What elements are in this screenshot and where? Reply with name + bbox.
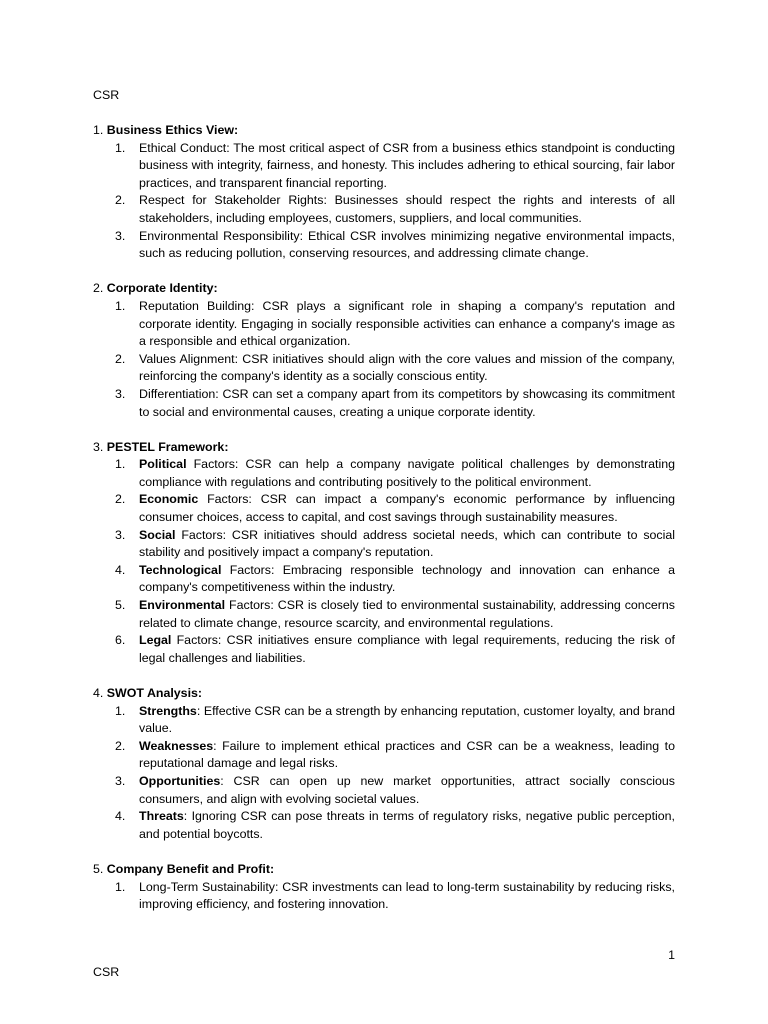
list-item-number: 2. [115, 738, 126, 753]
list-item-text: Factors: CSR is closely tied to environmental sustainability, addressing concerns related to climate change, resource scarcity, and environmental regulations. [139, 598, 675, 630]
list-item-text: : CSR can open up new market opportunities, attract socially conscious consumers, and align with evolving societal values. [139, 773, 675, 806]
list-item-text: Factors: CSR can impact a company's economic performance by influencing consumer choices, access to capital, and cost savings through sustainability measures. [139, 492, 675, 525]
list-item-lead: Technological [139, 562, 222, 577]
section-list [93, 703, 675, 844]
section-heading [93, 861, 675, 879]
list-item [93, 562, 675, 597]
list-item-lead: Economic [139, 492, 199, 507]
list-item [93, 386, 675, 421]
list-item [93, 632, 675, 667]
list-item-lead: Social [139, 527, 176, 542]
list-item-number: 6. [115, 633, 126, 648]
list-item-number: 3. [115, 228, 126, 243]
list-item [93, 597, 675, 632]
list-item-number: 1. [115, 703, 126, 718]
list-item-lead: Opportunities [139, 773, 221, 788]
list-item-text: Ethical Conduct: The most critical aspect of CSR from a business ethics standpoint is conducting business with integrity, fairness, and honesty. This includes adhering to ethical sourcing, fair labor practices, and transparent financial reporting. [139, 140, 675, 190]
list-item [93, 192, 675, 227]
list-item-text: Reputation Building: CSR plays a significant role in shaping a company's reputation and corporate identity. Engaging in socially responsible activities can enhance a company's image as a responsible and ethical organization. [139, 298, 675, 349]
section-number: 1. [93, 123, 104, 137]
list-item [93, 351, 675, 386]
section [93, 861, 675, 914]
list-item-text: Factors: Embracing responsible technology and innovation can enhance a company's competitiveness within the industry. [139, 562, 675, 595]
section-heading [93, 280, 675, 298]
list-item [93, 773, 675, 808]
list-item-number: 3. [115, 527, 126, 542]
list-item-lead: Threats [139, 809, 184, 824]
list-item-number: 5. [115, 598, 126, 613]
list-item-text: Values Alignment: CSR initiatives should align with the core values and mission of the company, reinforcing the company's identity as a socially conscious entity. [139, 351, 675, 384]
list-item-number: 1. [115, 457, 126, 472]
list-item-lead: Political [139, 457, 187, 472]
section-heading [93, 122, 675, 140]
list-item-text: Respect for Stakeholder Rights: Businesses should respect the rights and interests of all stakeholders, including employees, customers, suppliers, and local communities. [139, 193, 675, 225]
section-list [93, 879, 675, 914]
section-title: SWOT Analysis: [106, 686, 203, 700]
section-title: PESTEL Framework: [106, 439, 229, 454]
list-item-number: 3. [115, 386, 126, 401]
section [93, 685, 675, 843]
list-item-lead: Environmental [139, 598, 226, 613]
section-list [93, 298, 675, 421]
section [93, 280, 675, 421]
list-item-text: Long-Term Sustainability: CSR investments can lead to long-term sustainability by reducing risks, improving efficiency, and fostering innovation. [139, 879, 675, 912]
list-item-number: 4. [115, 562, 126, 577]
list-item-text: Differentiation: CSR can set a company apart from its competitors by showcasing its commitment to social and environmental causes, creating a unique corporate identity. [139, 386, 675, 419]
section-heading [93, 685, 675, 703]
list-item-text: : Ignoring CSR can pose threats in terms of regulatory risks, negative public perception, and potential boycotts. [139, 809, 675, 841]
page-number: 1 [668, 948, 675, 962]
list-item-number: 2. [115, 193, 126, 208]
section-list [93, 456, 675, 667]
list-item-lead: Strengths [139, 703, 197, 718]
list-item [93, 808, 675, 843]
section-title: Business Ethics View: [106, 123, 239, 137]
next-page-header: CSR [93, 965, 120, 979]
list-item [93, 879, 675, 914]
section-number: 3. [93, 439, 104, 454]
list-item [93, 298, 675, 351]
list-item-number: 1. [115, 879, 126, 894]
list-item-number: 1. [115, 140, 126, 155]
list-item-text: : Failure to implement ethical practices and CSR can be a weakness, leading to reputational damage and legal risks. [139, 738, 675, 771]
list-item-text: Factors: CSR initiatives should address societal needs, which can contribute to social stability and positively impact a company's reputation. [139, 527, 675, 560]
list-item [93, 703, 675, 738]
list-item [93, 527, 675, 562]
list-item-number: 3. [115, 773, 126, 788]
document-body [93, 122, 675, 931]
list-item-text: : Effective CSR can be a strength by enhancing reputation, customer loyalty, and brand value. [139, 703, 675, 736]
list-item-lead: Legal [139, 633, 172, 648]
section [93, 439, 675, 668]
list-item-number: 2. [115, 492, 126, 507]
section-title: Company Benefit and Profit: [106, 861, 275, 876]
section-number: 4. [93, 686, 104, 700]
section-number: 2. [93, 281, 104, 296]
list-item-number: 4. [115, 809, 126, 824]
section-list [93, 140, 675, 263]
list-item-text: Factors: CSR can help a company navigate political challenges by demonstrating compliance with regulations and contributing positively to the political environment. [139, 457, 675, 489]
section [93, 122, 675, 263]
list-item-number: 2. [115, 351, 126, 366]
list-item [93, 228, 675, 263]
page-header: CSR [93, 88, 120, 102]
section-number: 5. [93, 861, 104, 876]
list-item [93, 738, 675, 773]
list-item-text: Environmental Responsibility: Ethical CSR involves minimizing negative environmental impacts, such as reducing pollution, conserving resources, and addressing climate change. [139, 228, 675, 261]
list-item-number: 1. [115, 298, 126, 313]
list-item-lead: Weaknesses [139, 738, 214, 753]
list-item [93, 491, 675, 526]
section-title: Corporate Identity: [106, 281, 218, 296]
section-heading [93, 439, 675, 457]
list-item [93, 140, 675, 193]
list-item-text: Factors: CSR initiatives ensure compliance with legal requirements, reducing the risk of legal challenges and liabilities. [139, 633, 675, 665]
list-item [93, 456, 675, 491]
